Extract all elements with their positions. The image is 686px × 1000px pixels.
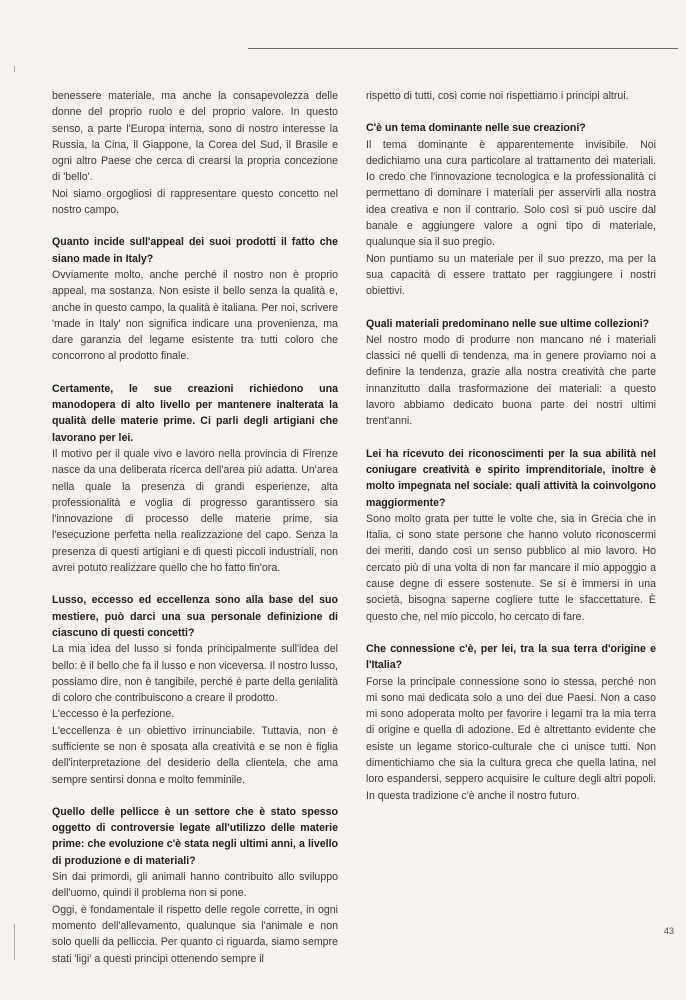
- paragraph-gap: [52, 576, 338, 592]
- interview-question: Quello delle pellicce è un settore che è stato spesso oggetto di controversie legate all'utilizzo delle materie prime: che evoluzione c'è stata negli ultimi anni, a livello di produzione e di materiali?: [52, 805, 338, 867]
- page-number: 43: [664, 926, 675, 936]
- left-column: [52, 88, 338, 967]
- interview-answer: Ovviamente molto, anche perché il nostro non è proprio appeal, ma sostanza. Non esiste il bello senza la qualità e, anche in questo campo, la qualità è italiana. Per noi, scrivere 'made in Italy' non significa indicare una provenienza, ma dare garanzia del legame esistente tra tutti coloro che concorrono al prodotto finale.: [52, 268, 338, 363]
- interview-question: Quali materiali predominano nelle sue ultime collezioni?: [366, 317, 650, 330]
- header-rule: [248, 48, 678, 49]
- paragraph-gap: [366, 300, 656, 316]
- paragraph-gap: [366, 430, 656, 446]
- interview-answer: Il tema dominante è apparentemente invisibile. Noi dedichiamo una cura particolare al trattamento dei materiali. Io credo che l'innovazione tecnologica e la professionalità ci permettano di dominare i materiali per asservirli alla nostra idea creativa e non il contrario. Solo così si può uscire dal banale e aggiungere valore a ogni tipo di materiale, qualunque sia il suo pregio.: [366, 138, 656, 249]
- interview-question: Che connessione c'è, per lei, tra la sua terra d'origine e l'Italia?: [366, 642, 656, 672]
- paragraph-gap: [366, 625, 656, 641]
- interview-answer: rispetto di tutti, così come noi rispettiamo i principi altrui.: [366, 90, 629, 102]
- interview-answer: La mia idea del lusso si fonda principalmente sull'idea del bello: è il bello che fa il lusso e non viceversa. Il nostro lusso, possiamo dire, non è tangibile, perché è parte della genialità di coloro che contribuiscono a creare il prodotto.: [52, 643, 338, 705]
- interview-answer: Sin dai primordi, gli animali hanno contribuito allo sviluppo dell'uomo, quindi il problema non si pone.: [52, 871, 338, 900]
- interview-question: Quanto incide sull'appeal dei suoi prodotti il fatto che siano made in Italy?: [52, 236, 338, 265]
- interview-question: C'è un tema dominante nelle sue creazioni?: [366, 122, 586, 135]
- interview-question: Certamente, le sue creazioni richiedono una manodopera di alto livello per mantenere inalterata la qualità delle materie prime. Ci parli degli artigiani che lavorano per lei.: [52, 382, 338, 444]
- interview-answer: Sono molto grata per tutte le volte che, sia in Grecia che in Italia, ci sono state persone che hanno voluto riconoscermi dei meriti, dando così un senso pubblico al mio lavoro. Ho cercato più di una volta di non far mancare il mio appoggio a cause degne di essere sostenute. Se si è immersi in una società, bisogna saperne cogliere tutte le sfaccettature. È questo che, nel mio piccolo, ho cercato di fare.: [366, 512, 656, 623]
- interview-answer: Il motivo per il quale vivo e lavoro nella provincia di Firenze nasce da una deliberata ricerca dell'area più adatta. Un'area nella quale la presenza di grandi esperienze, alta professionalità e voglia di progresso garantissero sia l'innovazione di processo delle materie prime, sia l'esecuzione perfetta nella realizzazione del capo. Senza la presenza di questi artigiani e di questi piccoli industriali, non avrei potuto realizzare quello che ho fatto fin'ora.: [52, 447, 338, 575]
- interview-answer: benessere materiale, ma anche la consapevolezza delle donne del proprio ruolo e del proprio valore. In questo senso, a parte l'Europa interna, sono di nostro interesse la Russia, la Cina, il Giappone, la Corea del Sud, il Brasile e ogni altro Paese che cerca di crearsi la propria concezione di 'bello'.: [52, 90, 338, 184]
- paragraph-gap: [366, 104, 656, 120]
- interview-answer: Oggi, è fondamentale il rispetto delle regole corrette, in ogni momento dell'allevamento, qualunque sia l'animale e non solo quelli da pelliccia. Per quanto ci riguarda, siamo sempre stati 'ligi' a questi principi ottenendo sempre il: [52, 903, 338, 965]
- interview-answer: Forse la principale connessione sono io stessa, perché non mi sono mai dedicata solo a uno dei due Paesi. Non a caso mi sono adoperata molto per favorire i legami tra la mia terra di origine e quella di adozione. Ed è altrettanto evidente che esiste un legame storico-culturale che ci unisce tutti. Non dimentichiamo che sia la cultura greca che quella latina, nel loro espandersi, seppero acquisire le culture degli altri popoli. In questa tradizione c'è anche il nostro futuro.: [366, 675, 656, 802]
- interview-answer: L'eccesso è la perfezione.: [52, 708, 175, 721]
- interview-answer: Nel nostro modo di produrre non mancano né i materiali classici né quelli di tendenza, ma in genere proviamo noi a definire la tendenza, grazie alla nostra creatività che parte innanzitutto dalla trasformazione dei materiali: a questo lavoro abbiamo dedicato buona parte dei nostri ultimi trent'anni.: [366, 333, 656, 428]
- edge-mark: [14, 66, 15, 72]
- interview-question: Lusso, eccesso ed eccellenza sono alla base del suo mestiere, può darci una sua personale definizione di ciascuno di questi concetti?: [52, 594, 338, 639]
- interview-answer: Non puntiamo su un materiale per il suo prezzo, ma per la sua capacità di essere trattato per raggiungere i nostri obiettivi.: [366, 252, 656, 298]
- right-column: [366, 88, 656, 804]
- interview-answer: L'eccellenza è un obiettivo irrinunciabile. Tuttavia, non è sufficiente se non è sposata alla creatività e se non è figlia dell'interpretazione del desiderio della clientela, che ama sempre sentirsi donna e molto femminile.: [52, 724, 338, 786]
- paragraph-gap: [52, 365, 338, 381]
- interview-answer: Noi siamo orgogliosi di rappresentare questo concetto nel nostro campo.: [52, 187, 338, 217]
- interview-question: Lei ha ricevuto dei riconoscimenti per la sua abilità nel coniugare creatività e spirito imprenditoriale, inoltre è molto impegnata nel sociale: quali attività la coinvolgono maggiormente?: [366, 447, 656, 509]
- paragraph-gap: [52, 788, 338, 804]
- edge-mark: [14, 924, 15, 960]
- paragraph-gap: [52, 218, 338, 234]
